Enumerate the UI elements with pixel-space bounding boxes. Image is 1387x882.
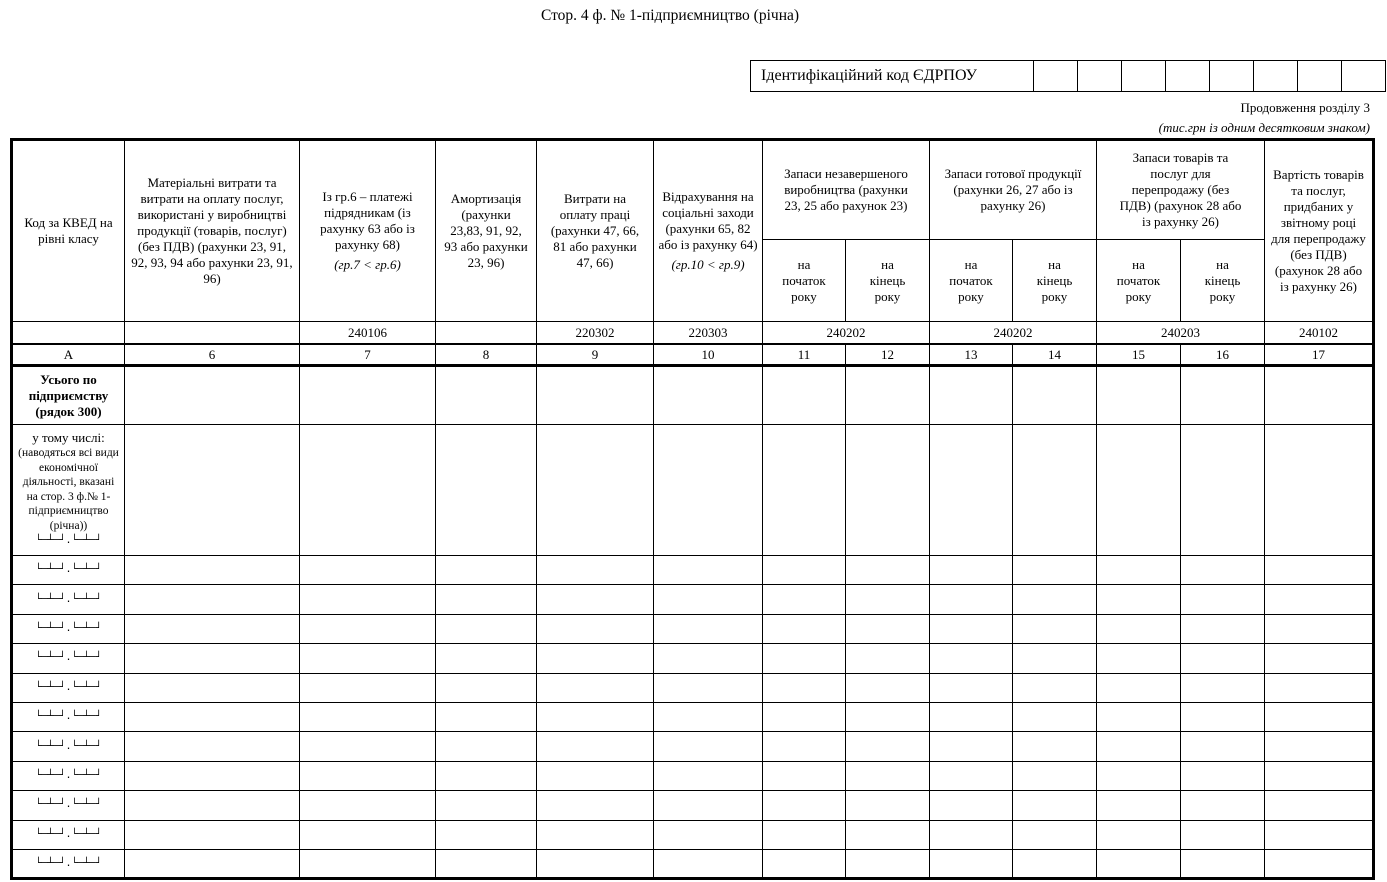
- header-col10-note: (гр.10 < гр.9): [671, 257, 745, 272]
- header-col9: Витрати на оплату праці (рахунки 47, 66, 81 або рахунки 47, 66): [537, 140, 654, 322]
- data-cell[interactable]: [1181, 614, 1265, 643]
- header-group-finished: Запаси готової продукції (рахунки 26, 27 або із рахунку 26): [930, 140, 1097, 240]
- data-cell[interactable]: [654, 556, 763, 585]
- table-row-kved: [12, 556, 1374, 585]
- header-col7-note: (гр.7 < гр.6): [334, 257, 401, 272]
- data-cell[interactable]: [654, 791, 763, 820]
- header-col16: на кінець року: [1181, 240, 1265, 322]
- data-cell[interactable]: [1013, 425, 1097, 556]
- kved-code-mask[interactable]: └─┴─┘.└─┴─┘: [35, 799, 102, 811]
- data-cell[interactable]: [1265, 425, 1374, 556]
- header-col13: на початок року: [930, 240, 1013, 322]
- data-cell[interactable]: [846, 761, 930, 790]
- edrpou-digit-cell[interactable]: [1122, 61, 1166, 92]
- data-cell[interactable]: [1265, 556, 1374, 585]
- data-cell[interactable]: [930, 761, 1013, 790]
- data-cell[interactable]: [300, 673, 436, 702]
- data-cell[interactable]: [1013, 585, 1097, 614]
- data-cell[interactable]: [436, 644, 537, 673]
- header-col8: Амортизація (рахунки 23,83, 91, 92, 93 або рахунки 23, 96): [436, 140, 537, 322]
- header-col17: Вартість товарів та послуг, придбаних у звітному році для перепродажу (без ПДВ) (рахунок 28 або із рахунку 26): [1265, 140, 1374, 322]
- col-number: 12: [846, 344, 930, 366]
- data-cell[interactable]: [436, 614, 537, 643]
- data-cell[interactable]: [763, 644, 846, 673]
- data-cell[interactable]: [436, 585, 537, 614]
- col-number: 8: [436, 344, 537, 366]
- data-cell[interactable]: [1181, 791, 1265, 820]
- data-cell[interactable]: [436, 820, 537, 849]
- data-cell[interactable]: [1181, 556, 1265, 585]
- data-cell[interactable]: [1013, 366, 1097, 425]
- kved-code-cell[interactable]: [12, 761, 125, 790]
- data-cell[interactable]: [537, 791, 654, 820]
- data-cell[interactable]: [846, 732, 930, 761]
- data-cell[interactable]: [654, 702, 763, 731]
- data-cell[interactable]: [1181, 732, 1265, 761]
- kved-code-cell[interactable]: [12, 644, 125, 673]
- data-cell[interactable]: [125, 644, 300, 673]
- kved-code-cell[interactable]: [12, 702, 125, 731]
- data-cell[interactable]: [846, 614, 930, 643]
- table-row-including: [12, 425, 1374, 556]
- including-text: у тому числі:: [32, 430, 105, 445]
- col-number: 14: [1013, 344, 1097, 366]
- data-cell[interactable]: [537, 366, 654, 425]
- data-cell[interactable]: [763, 585, 846, 614]
- data-cell[interactable]: [436, 761, 537, 790]
- data-cell[interactable]: [436, 702, 537, 731]
- data-cell[interactable]: [300, 644, 436, 673]
- data-cell[interactable]: [763, 732, 846, 761]
- edrpou-digit-cell[interactable]: [1254, 61, 1298, 92]
- col-number: 16: [1181, 344, 1265, 366]
- data-cell[interactable]: [1013, 791, 1097, 820]
- data-cell[interactable]: [125, 366, 300, 425]
- table-row-kved: [12, 614, 1374, 643]
- data-cell[interactable]: [537, 849, 654, 878]
- data-cell[interactable]: [1097, 556, 1181, 585]
- code-col6: [125, 322, 300, 345]
- data-cell[interactable]: [846, 556, 930, 585]
- data-cell[interactable]: [654, 366, 763, 425]
- data-cell[interactable]: [1013, 761, 1097, 790]
- data-cell[interactable]: [846, 849, 930, 878]
- data-cell[interactable]: [1181, 702, 1265, 731]
- data-cell[interactable]: [1181, 366, 1265, 425]
- data-cell[interactable]: [537, 614, 654, 643]
- header-col11: на початок року: [763, 240, 846, 322]
- data-cell[interactable]: [436, 425, 537, 556]
- data-cell[interactable]: [1181, 820, 1265, 849]
- data-cell[interactable]: [763, 820, 846, 849]
- data-cell[interactable]: [930, 366, 1013, 425]
- data-cell[interactable]: [846, 644, 930, 673]
- data-cell[interactable]: [1013, 702, 1097, 731]
- data-cell[interactable]: [300, 761, 436, 790]
- data-cell[interactable]: [846, 820, 930, 849]
- data-cell[interactable]: [1097, 820, 1181, 849]
- data-cell[interactable]: [537, 585, 654, 614]
- data-cell[interactable]: [125, 614, 300, 643]
- col-number: 13: [930, 344, 1013, 366]
- data-cell[interactable]: [1265, 702, 1374, 731]
- data-cell[interactable]: [1265, 673, 1374, 702]
- data-cell[interactable]: [1013, 732, 1097, 761]
- data-cell[interactable]: [1097, 732, 1181, 761]
- data-cell[interactable]: [1097, 702, 1181, 731]
- edrpou-label: Ідентифікаційний код ЄДРПОУ: [751, 61, 1034, 92]
- data-cell[interactable]: [1181, 585, 1265, 614]
- data-cell[interactable]: [1265, 366, 1374, 425]
- table-row-kved: [12, 849, 1374, 878]
- data-cell[interactable]: [654, 585, 763, 614]
- data-cell[interactable]: [537, 673, 654, 702]
- edrpou-digit-cell[interactable]: [1342, 61, 1386, 92]
- kved-code-mask[interactable]: └─┴─┘.└─┴─┘: [35, 769, 102, 781]
- kved-code-mask[interactable]: └─┴─┘.└─┴─┘: [35, 535, 102, 546]
- data-cell[interactable]: [1265, 732, 1374, 761]
- data-cell[interactable]: [1013, 614, 1097, 643]
- data-cell[interactable]: [763, 673, 846, 702]
- kved-code-mask[interactable]: └─┴─┘.└─┴─┘: [35, 711, 102, 723]
- data-cell[interactable]: [1013, 820, 1097, 849]
- data-cell[interactable]: [654, 425, 763, 556]
- data-cell[interactable]: [125, 732, 300, 761]
- data-cell[interactable]: [930, 791, 1013, 820]
- data-cell[interactable]: [125, 425, 300, 556]
- kved-code-mask[interactable]: └─┴─┘.└─┴─┘: [35, 593, 102, 605]
- data-cell[interactable]: [1265, 791, 1374, 820]
- data-cell[interactable]: [763, 849, 846, 878]
- data-cell[interactable]: [1265, 614, 1374, 643]
- kved-code-cell[interactable]: [12, 732, 125, 761]
- data-cell[interactable]: [537, 732, 654, 761]
- row-total-label: Усього по підприємству (рядок 300): [12, 366, 125, 425]
- data-cell[interactable]: [1097, 614, 1181, 643]
- data-cell[interactable]: [1181, 673, 1265, 702]
- data-cell[interactable]: [537, 820, 654, 849]
- data-cell[interactable]: [300, 849, 436, 878]
- table-row-kved: [12, 673, 1374, 702]
- edrpou-digit-cell[interactable]: [1298, 61, 1342, 92]
- data-cell[interactable]: [763, 791, 846, 820]
- data-cell[interactable]: [1097, 761, 1181, 790]
- data-cell[interactable]: [1097, 791, 1181, 820]
- kved-code-cell[interactable]: [12, 820, 125, 849]
- kved-code-mask[interactable]: └─┴─┘.└─┴─┘: [35, 652, 102, 664]
- col-number: 6: [125, 344, 300, 366]
- data-cell[interactable]: [436, 732, 537, 761]
- data-cell[interactable]: [1097, 644, 1181, 673]
- page-title: Стор. 4 ф. № 1-підприємництво (річна): [540, 7, 800, 24]
- code-col7: 240106: [300, 322, 436, 345]
- header-col14: на кінець року: [1013, 240, 1097, 322]
- data-cell[interactable]: [930, 702, 1013, 731]
- table-row-kved: [12, 761, 1374, 790]
- data-cell[interactable]: [846, 702, 930, 731]
- code-col10: 220303: [654, 322, 763, 345]
- kved-code-cell[interactable]: [12, 849, 125, 878]
- edrpou-digit-cell[interactable]: [1166, 61, 1210, 92]
- data-cell[interactable]: [125, 585, 300, 614]
- header-col6: Матеріальні витрати та витрати на оплату послуг, використані у виробництві продукції (товарів, послуг) (без ПДВ) (рахунки 23, 91, 92, 93, 94 або рахунки 23, 91, 96): [125, 140, 300, 322]
- code-group-finished: 240202: [930, 322, 1097, 345]
- data-cell[interactable]: [125, 820, 300, 849]
- data-cell[interactable]: [930, 556, 1013, 585]
- data-cell[interactable]: [1013, 849, 1097, 878]
- data-cell[interactable]: [654, 820, 763, 849]
- code-col8: [436, 322, 537, 345]
- kved-code-mask[interactable]: └─┴─┘.└─┴─┘: [35, 622, 102, 634]
- kved-code-cell[interactable]: [12, 791, 125, 820]
- data-cell[interactable]: [436, 673, 537, 702]
- header-col10: [654, 140, 763, 322]
- row-including-label: [12, 425, 125, 556]
- header-group-wip: Запаси незавершеного виробництва (рахунки 23, 25 або рахунок 23): [763, 140, 930, 240]
- data-cell[interactable]: [930, 585, 1013, 614]
- kved-code-mask[interactable]: └─┴─┘.└─┴─┘: [35, 740, 102, 752]
- data-cell[interactable]: [1181, 849, 1265, 878]
- edrpou-digit-cell[interactable]: [1078, 61, 1122, 92]
- data-cell[interactable]: [846, 425, 930, 556]
- data-cell[interactable]: [930, 644, 1013, 673]
- data-cell[interactable]: [1013, 556, 1097, 585]
- kved-code-mask[interactable]: └─┴─┘.└─┴─┘: [35, 564, 102, 576]
- header-kved: Код за КВЕД на рівні класу: [12, 140, 125, 322]
- data-cell[interactable]: [537, 702, 654, 731]
- including-note: (наводяться всі види економічної діяльності, вказані на стор. 3 ф.№ 1-підприємництво (річна)): [18, 447, 119, 532]
- data-cell[interactable]: [1097, 673, 1181, 702]
- data-cell[interactable]: [1265, 849, 1374, 878]
- col-number: А: [12, 344, 125, 366]
- kved-code-cell[interactable]: [12, 673, 125, 702]
- table-row-kved: [12, 732, 1374, 761]
- col-number: 9: [537, 344, 654, 366]
- table-row-kved: [12, 791, 1374, 820]
- data-cell[interactable]: [1181, 761, 1265, 790]
- data-cell[interactable]: [763, 556, 846, 585]
- data-cell[interactable]: [654, 849, 763, 878]
- data-cell[interactable]: [1181, 644, 1265, 673]
- kved-code-mask[interactable]: └─┴─┘.└─┴─┘: [35, 681, 102, 693]
- data-cell[interactable]: [537, 556, 654, 585]
- header-col15: на початок року: [1097, 240, 1181, 322]
- data-cell[interactable]: [1265, 761, 1374, 790]
- data-cell[interactable]: [763, 761, 846, 790]
- header-col10-text: Відрахування на соціальні заходи (рахунки 65, 82 або із рахунку 64): [658, 189, 758, 252]
- data-cell[interactable]: [125, 849, 300, 878]
- data-cell[interactable]: [654, 761, 763, 790]
- data-cell[interactable]: [846, 366, 930, 425]
- data-cell[interactable]: [125, 791, 300, 820]
- data-cell[interactable]: [763, 614, 846, 643]
- data-cell[interactable]: [930, 673, 1013, 702]
- kved-code-cell[interactable]: [12, 556, 125, 585]
- data-cell[interactable]: [763, 702, 846, 731]
- code-group-wip: 240202: [763, 322, 930, 345]
- data-cell[interactable]: [1097, 585, 1181, 614]
- data-cell[interactable]: [436, 849, 537, 878]
- data-cell[interactable]: [300, 702, 436, 731]
- table-row-kved: [12, 644, 1374, 673]
- data-cell[interactable]: [1265, 820, 1374, 849]
- kved-code-mask[interactable]: └─┴─┘.└─┴─┘: [35, 857, 102, 869]
- data-cell[interactable]: [300, 556, 436, 585]
- data-cell[interactable]: [300, 732, 436, 761]
- table-row-kved: [12, 585, 1374, 614]
- data-cell[interactable]: [125, 556, 300, 585]
- data-cell[interactable]: [125, 673, 300, 702]
- col-number: 17: [1265, 344, 1374, 366]
- code-group-resale: 240203: [1097, 322, 1265, 345]
- data-cell[interactable]: [537, 425, 654, 556]
- header-col7-text: Із гр.6 – платежі підрядникам (із рахунку 63 або із рахунку 68): [320, 189, 415, 252]
- header-col12: на кінець року: [846, 240, 930, 322]
- edrpou-digit-cell[interactable]: [1034, 61, 1078, 92]
- data-cell[interactable]: [537, 761, 654, 790]
- data-cell[interactable]: [1265, 585, 1374, 614]
- data-cell[interactable]: [436, 791, 537, 820]
- header-col7: [300, 140, 436, 322]
- kved-code-cell[interactable]: [12, 614, 125, 643]
- data-cell[interactable]: [654, 614, 763, 643]
- continuation-note: Продовження розділу 3: [1240, 100, 1370, 115]
- edrpou-digit-cell[interactable]: [1210, 61, 1254, 92]
- data-cell[interactable]: [1265, 644, 1374, 673]
- kved-code-cell[interactable]: [12, 585, 125, 614]
- data-cell[interactable]: [300, 585, 436, 614]
- data-cell[interactable]: [930, 820, 1013, 849]
- header-group-resale: Запаси товарів та послуг для перепродажу (без ПДВ) (рахунок 28 або із рахунку 26): [1097, 140, 1265, 240]
- data-cell[interactable]: [846, 585, 930, 614]
- data-cell[interactable]: [654, 644, 763, 673]
- data-cell[interactable]: [1097, 425, 1181, 556]
- data-cell[interactable]: [1097, 849, 1181, 878]
- col-number: 11: [763, 344, 846, 366]
- table-row-kved: [12, 820, 1374, 849]
- data-cell[interactable]: [846, 673, 930, 702]
- data-cell[interactable]: [1013, 644, 1097, 673]
- data-cell[interactable]: [1181, 425, 1265, 556]
- edrpou-code-box: [750, 60, 1386, 92]
- col-number: 15: [1097, 344, 1181, 366]
- data-cell[interactable]: [1097, 366, 1181, 425]
- units-note: (тис.грн із одним десятковим знаком): [1158, 120, 1370, 135]
- data-cell[interactable]: [125, 761, 300, 790]
- data-cell[interactable]: [763, 425, 846, 556]
- data-cell[interactable]: [300, 425, 436, 556]
- data-cell[interactable]: [300, 791, 436, 820]
- data-cell[interactable]: [930, 732, 1013, 761]
- data-cell[interactable]: [1013, 673, 1097, 702]
- col-number: 10: [654, 344, 763, 366]
- data-cell[interactable]: [300, 820, 436, 849]
- data-cell[interactable]: [654, 673, 763, 702]
- data-cell[interactable]: [654, 732, 763, 761]
- data-cell[interactable]: [300, 614, 436, 643]
- data-cell[interactable]: [300, 366, 436, 425]
- kved-code-mask[interactable]: └─┴─┘.└─┴─┘: [35, 828, 102, 840]
- table-row-kved: [12, 702, 1374, 731]
- table-row-total: [12, 366, 1374, 425]
- code-col9: 220302: [537, 322, 654, 345]
- section3-table: [10, 138, 1375, 880]
- data-cell[interactable]: [846, 791, 930, 820]
- data-cell[interactable]: [436, 556, 537, 585]
- data-cell[interactable]: [537, 644, 654, 673]
- data-cell[interactable]: [930, 849, 1013, 878]
- data-cell[interactable]: [125, 702, 300, 731]
- data-cell[interactable]: [436, 366, 537, 425]
- code-kved: [12, 322, 125, 345]
- data-cell[interactable]: [930, 425, 1013, 556]
- col-number: 7: [300, 344, 436, 366]
- data-cell[interactable]: [930, 614, 1013, 643]
- code-col17: 240102: [1265, 322, 1374, 345]
- data-cell[interactable]: [763, 366, 846, 425]
